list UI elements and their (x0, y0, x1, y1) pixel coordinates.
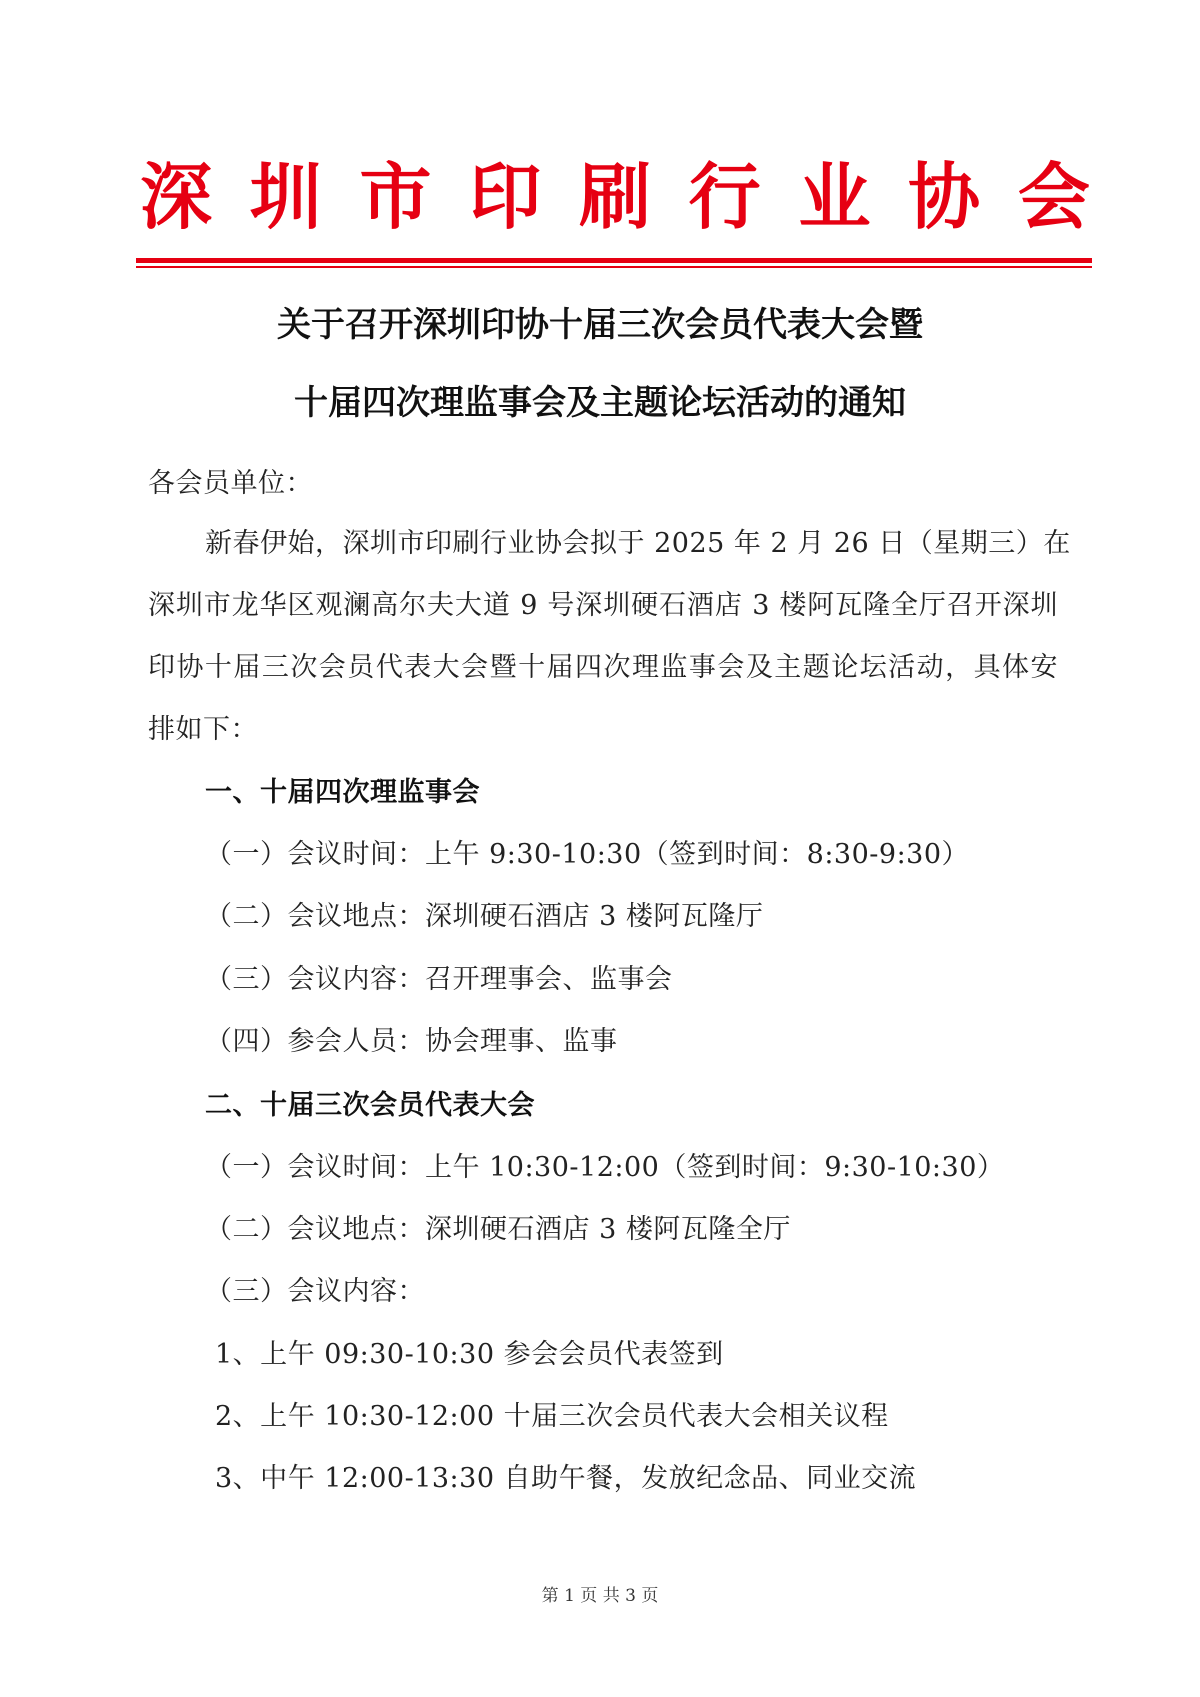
letterhead-char: 会 (1017, 155, 1090, 239)
letterhead-title (140, 152, 1090, 242)
letterhead-char: 业 (798, 155, 871, 239)
section-2-heading: 二、十届三次会员代表大会 (205, 1090, 535, 1121)
letterhead-divider-thick (136, 258, 1092, 263)
document-title-line-1: 关于召开深圳印协十届三次会员代表大会暨 (277, 305, 923, 345)
intro-line-3: 印协十届三次会员代表大会暨十届四次理监事会及主题论坛活动，具体安 (148, 652, 1058, 683)
intro-line-4: 排如下： (148, 714, 258, 745)
salutation: 各会员单位： (148, 468, 313, 499)
letterhead-divider-thin (136, 266, 1092, 268)
intro-line-1: 新春伊始，深圳市印刷行业协会拟于 2025 年 2 月 26 日（星期三）在 (205, 528, 1071, 559)
agenda-item-3: 3、中午 12:00-13:30 自助午餐，发放纪念品、同业交流 (215, 1463, 917, 1494)
section-1-item-4: （四）参会人员：协会理事、监事 (205, 1026, 618, 1057)
section-1-item-2: （二）会议地点：深圳硬石酒店 3 楼阿瓦隆厅 (205, 901, 764, 932)
letterhead-char: 深 (140, 155, 213, 239)
document-title-line-2: 十届四次理监事会及主题论坛活动的通知 (294, 383, 906, 423)
letterhead-char: 市 (359, 155, 432, 239)
letterhead-char: 行 (688, 155, 761, 239)
section-2-item-3: （三）会议内容： (205, 1276, 425, 1307)
section-2-item-2: （二）会议地点：深圳硬石酒店 3 楼阿瓦隆全厅 (205, 1214, 791, 1245)
agenda-item-2: 2、上午 10:30-12:00 十届三次会员代表大会相关议程 (215, 1401, 889, 1432)
letterhead-char: 印 (469, 155, 542, 239)
section-1-item-1: （一）会议时间：上午 9:30-10:30（签到时间：8:30-9:30） (205, 839, 970, 870)
section-1-heading: 一、十届四次理监事会 (205, 777, 480, 808)
letterhead-char: 刷 (578, 155, 651, 239)
agenda-item-1: 1、上午 09:30-10:30 参会会员代表签到 (215, 1339, 724, 1370)
letterhead-char: 圳 (249, 155, 322, 239)
section-1-item-3: （三）会议内容：召开理事会、监事会 (205, 964, 673, 995)
letterhead-char: 协 (908, 155, 981, 239)
intro-line-2: 深圳市龙华区观澜高尔夫大道 9 号深圳硬石酒店 3 楼阿瓦隆全厅召开深圳 (148, 590, 1058, 621)
section-2-item-1: （一）会议时间：上午 10:30-12:00（签到时间：9:30-10:30） (205, 1152, 1005, 1183)
page-number: 第 1 页 共 3 页 (541, 1586, 659, 1606)
